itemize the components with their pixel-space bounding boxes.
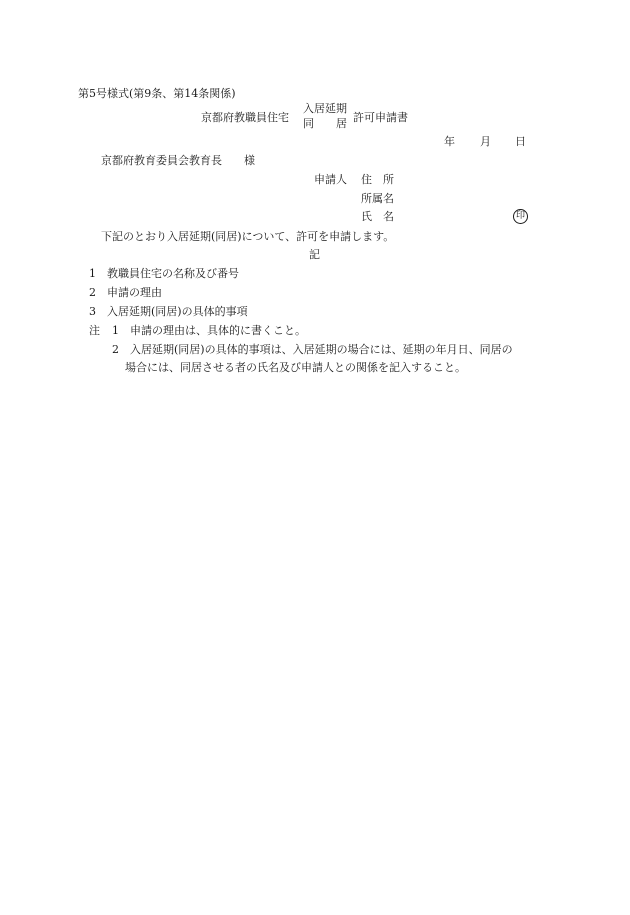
note-1: 1 申請の理由は、具体的に書くこと。 xyxy=(112,324,306,337)
addressee: 京都府教育委員会教育長 様 xyxy=(101,154,255,167)
title-suffix: 許可申請書 xyxy=(353,111,408,124)
address-label: 住 所 xyxy=(361,173,394,186)
notes-prefix: 注 xyxy=(89,324,100,337)
list-item: 3 入居延期(同居)の具体的事項 xyxy=(89,305,248,318)
note-2-line-2: 場合には、同居させる者の氏名及び申請人との関係を記入すること。 xyxy=(125,361,466,374)
title-option-bottom-right: 居 xyxy=(336,117,347,130)
title-main: 京都府教職員住宅 xyxy=(201,111,289,124)
date-year-label: 年 xyxy=(444,135,455,148)
title-option-bottom xyxy=(303,116,347,131)
affiliation-label: 所属名 xyxy=(361,192,394,205)
title-option-bottom-left: 同 xyxy=(303,117,314,130)
note-2-line-1: 2 入居延期(同居)の具体的事項は、入居延期の場合には、延期の年月日、同居の xyxy=(112,343,513,356)
list-item: 1 教職員住宅の名称及び番号 xyxy=(89,267,239,280)
seal-mark: 印 xyxy=(513,209,528,224)
applicant-label: 申請人 xyxy=(314,173,347,186)
title-option-stack xyxy=(303,101,347,131)
date-day-label: 日 xyxy=(515,135,526,148)
list-item: 2 申請の理由 xyxy=(89,286,162,299)
date-month-label: 月 xyxy=(480,135,491,148)
form-number: 第5号様式(第9条、第14条関係) xyxy=(78,87,236,100)
body-text: 下記のとおり入居延期(同居)について、許可を申請します。 xyxy=(101,230,395,243)
ki-heading: 記 xyxy=(309,248,320,261)
name-label: 氏 名 xyxy=(361,210,394,223)
title-option-top: 入居延期 xyxy=(303,102,347,115)
